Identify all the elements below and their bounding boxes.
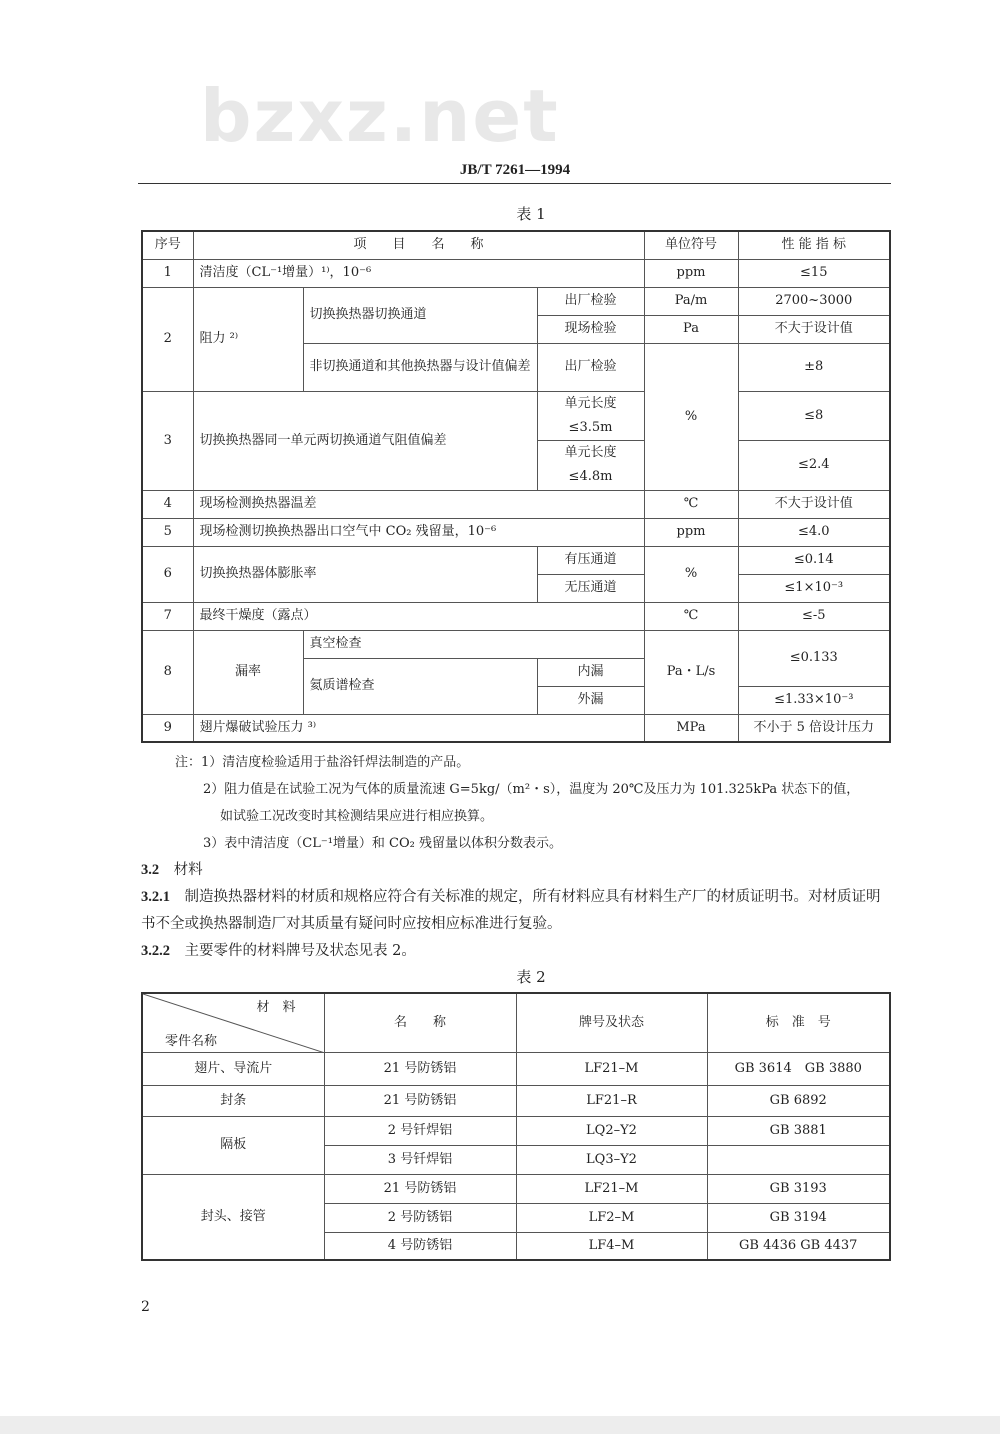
viewer-bottom-bar [0, 1416, 1000, 1434]
table-row: 9 翅片爆破试验压力 ³⁾ MPa 不小于 5 倍设计压力 [142, 714, 890, 742]
header-rule [138, 183, 891, 184]
page-number: 2 [141, 1299, 150, 1315]
table-row: 外漏 ≤1.33×10⁻³ [142, 686, 890, 714]
document-header: JB/T 7261—1994 [459, 162, 571, 178]
th-value: 性 能 指 标 [738, 231, 890, 259]
th-diagonal: 材 料 零件名称 [142, 993, 324, 1052]
table-row: 非切换通道和其他换热器与设计值偏差 出厂检验 % ±8 [142, 343, 890, 391]
table-row: 氦质谱检查 内漏 [142, 658, 890, 686]
table-row: 隔板 2 号钎焊铝 LQ2–Y2 GB 3881 [142, 1116, 890, 1145]
table-row: 封头、接管 21 号防锈铝 LF21–M GB 3193 [142, 1174, 890, 1203]
document-body [141, 202, 891, 1317]
table-row: 无压通道 ≤1×10⁻³ [142, 574, 890, 602]
table-row: 4 现场检测换热器温差 ℃ 不大于设计值 [142, 490, 890, 518]
table-row: 封条 21 号防锈铝 LF21–R GB 6892 [142, 1085, 890, 1116]
note-1: 注：1）清洁度检验适用于盐浴钎焊法制造的产品。 [175, 755, 470, 770]
th-no: 序号 [142, 231, 193, 259]
table-row: 6 切换换热器体膨胀率 有压通道 % ≤0.14 [142, 546, 890, 574]
th-unit: 单位符号 [644, 231, 738, 259]
note-3: 3）表中清洁度（CL⁻¹增量）和 CO₂ 残留量以体积分数表示。 [203, 836, 563, 851]
table-row: 3 切换换热器同一单元两切换通道气阻值偏差 单元长度≤3.5m ≤8 [142, 391, 890, 440]
table2-caption: 表 2 [516, 968, 546, 986]
table-2: 材 料 零件名称 名 称 牌号及状态 标 准 号 翅片、导流片 21 号防锈铝 LF21–M GB 3614 GB 3880 封条 21 号防锈铝 LF21–R GB 6892 隔板 2 号钎焊铝 LQ2–Y2 GB 3881 3 号钎焊铝 LQ3–Y2 封头、接管 21 号防锈铝 LF21–M GB 3193 2 号防锈铝 LF2–M GB 3194 4 号防锈铝 LF4–M GB 4436 GB 4437 [141, 992, 891, 1261]
table-row: 2 阻力 ²⁾ 切换换热器切换通道 出厂检验 Pa/m 2700~3000 [142, 287, 890, 315]
table-row: 2 号防锈铝 LF2–M GB 3194 [142, 1203, 890, 1232]
table-row: 翅片、导流片 21 号防锈铝 LF21–M GB 3614 GB 3880 [142, 1052, 890, 1085]
section-3-2-1: 3.2.1 制造换热器材料的材质和规格应符合有关标准的规定，所有材料应具有材料生产厂的材质证明书。对材质证明书不全或换热器制造厂对其质量有疑问时应按相应标准进行复验。 [141, 889, 881, 932]
table-row: 7 最终干燥度（露点） ℃ ≤-5 [142, 602, 890, 630]
table1-notes [141, 749, 891, 857]
note-2: 2）阻力值是在试验工况为气体的质量流速 G=5kg/（m²・s），温度为 20℃及压力为 101.325kPa 状态下的值， [203, 782, 860, 797]
table-row: 现场检验 Pa 不大于设计值 [142, 315, 890, 343]
table-row: 5 现场检测切换换热器出口空气中 CO₂ 残留量，10⁻⁶ ppm ≤4.0 [142, 518, 890, 546]
table-row: 4 号防锈铝 LF4–M GB 4436 GB 4437 [142, 1232, 890, 1260]
table-row: 8 漏率 真空检查 Pa・L/s ≤0.133 [142, 630, 890, 658]
table-row: 3 号钎焊铝 LQ3–Y2 [142, 1145, 890, 1174]
table1-caption: 表 1 [516, 205, 546, 223]
th-item: 项 目 名 称 [193, 231, 644, 259]
section-3-2-2: 3.2.2 主要零件的材料牌号及状态见表 2。 [141, 943, 416, 959]
table-row: 单元长度≤4.8m ≤2.4 [142, 440, 890, 490]
table-1 [141, 230, 891, 743]
note-2-cont: 如试验工况改变时其检测结果应进行相应换算。 [220, 809, 494, 824]
watermark: bzxz.net [200, 74, 560, 158]
section-3-2: 3.2 材料 [141, 862, 203, 878]
table-row: 1 清洁度（CL⁻¹增量）¹⁾，10⁻⁶ ppm ≤15 [142, 259, 890, 287]
